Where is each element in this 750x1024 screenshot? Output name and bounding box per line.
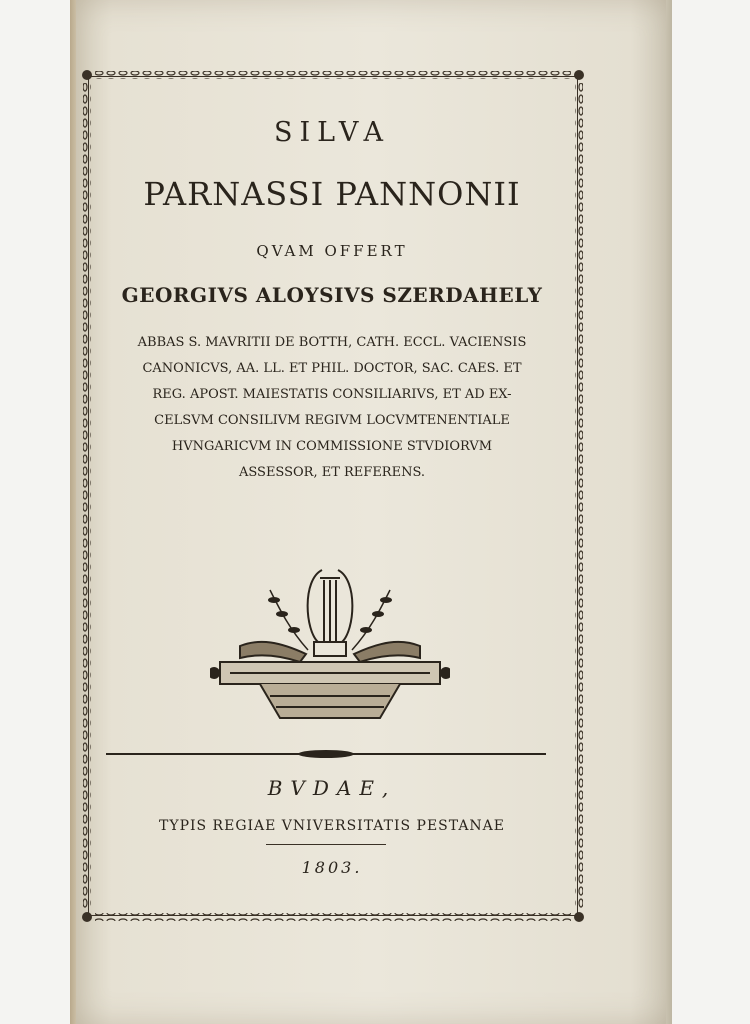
credential-line: ABBAS S. MAVRITII DE BOTTH, CATH. ECCL. VACIENSIS — [137, 335, 527, 350]
credential-line: ASSESSOR, ET REFERENS. — [238, 465, 426, 480]
title-line-2: PARNASSI PANNONII — [143, 175, 521, 213]
author-credentials — [96, 330, 568, 486]
imprint-place: BVDAE, — [267, 776, 397, 800]
credential-line: CANONICVS, AA. LL. ET PHIL. DOCTOR, SAC. CAES. ET — [142, 361, 522, 376]
short-rule — [266, 844, 386, 845]
title-line-1: SILVA — [273, 117, 391, 148]
offer-line: QVAM OFFERT — [256, 242, 408, 260]
page-edge — [666, 0, 672, 1024]
credential-line: HVNGARICVM IN COMMISSIONE STVDIORVM — [171, 439, 493, 454]
ornamental-rule-icon — [106, 748, 546, 760]
lyre-vignette-icon — [210, 550, 450, 730]
imprint-printer: TYPIS REGIAE VNIVERSITATIS PESTANAE — [158, 818, 506, 834]
author-name: GEORGIVS ALOYSIVS SZERDAHELY — [121, 283, 543, 307]
credential-line: CELSVM CONSILIVM REGIVM LOCVMTENENTIALE — [154, 413, 510, 428]
imprint-year: 1803. — [301, 858, 363, 877]
credential-line: REG. APOST. MAIESTATIS CONSILIARIVS, ET AD EX- — [152, 387, 512, 402]
